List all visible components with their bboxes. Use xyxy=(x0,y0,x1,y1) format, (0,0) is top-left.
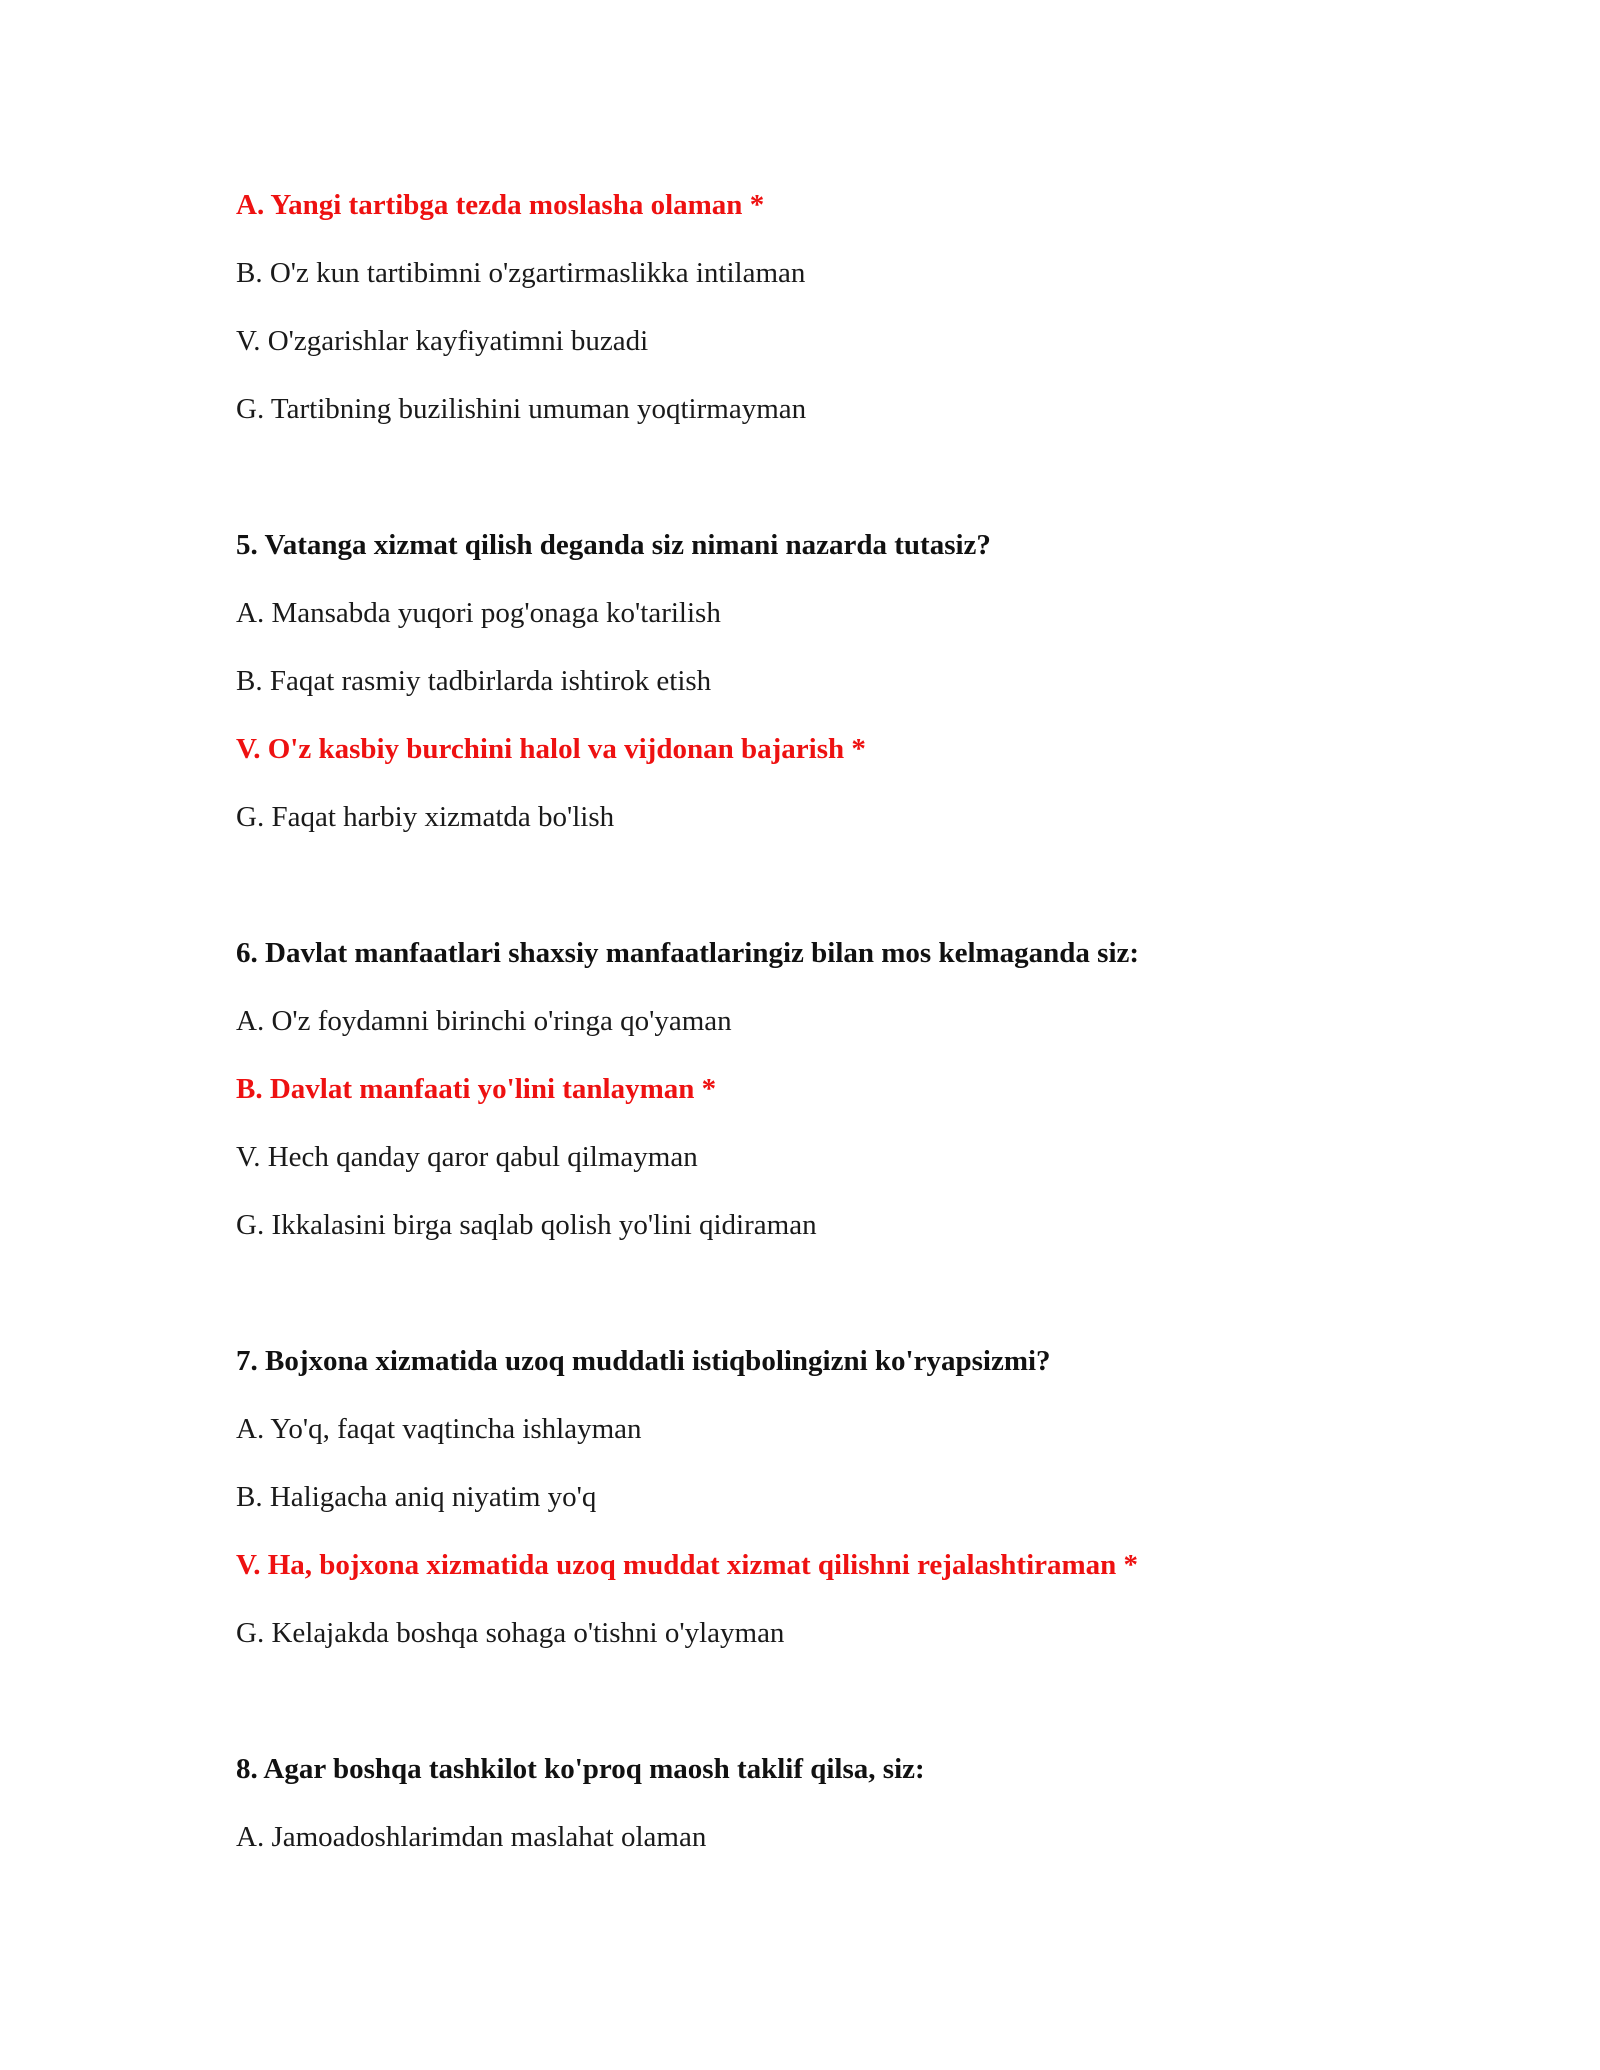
question-5: 5. Vatanga xizmat qilish deganda siz nimani nazarda tutasiz? xyxy=(236,529,991,561)
option-a: A. Yo'q, faqat vaqtincha ishlayman xyxy=(236,1413,642,1445)
option-b: B. Faqat rasmiy tadbirlarda ishtirok etish xyxy=(236,665,712,697)
option-a: A. Jamoadoshlarimdan maslahat olaman xyxy=(236,1821,707,1853)
option-v: V. Ha, bojxona xizmatida uzoq muddat xizmat qilishni rejalashtiraman * xyxy=(236,1549,1139,1581)
option-g: G. Ikkalasini birga saqlab qolish yo'lini qidiraman xyxy=(236,1209,817,1241)
option-v: V. O'z kasbiy burchini halol va vijdonan bajarish * xyxy=(236,733,866,765)
option-v: V. Hech qanday qaror qabul qilmayman xyxy=(236,1141,698,1173)
option-g: G. Kelajakda boshqa sohaga o'tishni o'ylayman xyxy=(236,1617,785,1649)
option-a: A. Yangi tartibga tezda moslasha olaman * xyxy=(236,189,765,221)
option-b: B. O'z kun tartibimni o'zgartirmaslikka intilaman xyxy=(236,257,806,289)
option-g: G. Tartibning buzilishini umuman yoqtirmayman xyxy=(236,393,807,425)
option-b: B. Davlat manfaati yo'lini tanlayman * xyxy=(236,1073,717,1105)
option-a: A. O'z foydamni birinchi o'ringa qo'yaman xyxy=(236,1005,732,1037)
question-7: 7. Bojxona xizmatida uzoq muddatli istiqbolingizni ko'ryapsizmi? xyxy=(236,1345,1051,1377)
question-6: 6. Davlat manfaatlari shaxsiy manfaatlaringiz bilan mos kelmaganda siz: xyxy=(236,937,1140,969)
question-8: 8. Agar boshqa tashkilot ko'proq maosh taklif qilsa, siz: xyxy=(236,1753,925,1785)
option-g: G. Faqat harbiy xizmatda bo'lish xyxy=(236,801,615,833)
option-a: A. Mansabda yuqori pog'onaga ko'tarilish xyxy=(236,597,721,629)
option-v: V. O'zgarishlar kayfiyatimni buzadi xyxy=(236,325,649,357)
option-b: B. Haligacha aniq niyatim yo'q xyxy=(236,1481,597,1513)
